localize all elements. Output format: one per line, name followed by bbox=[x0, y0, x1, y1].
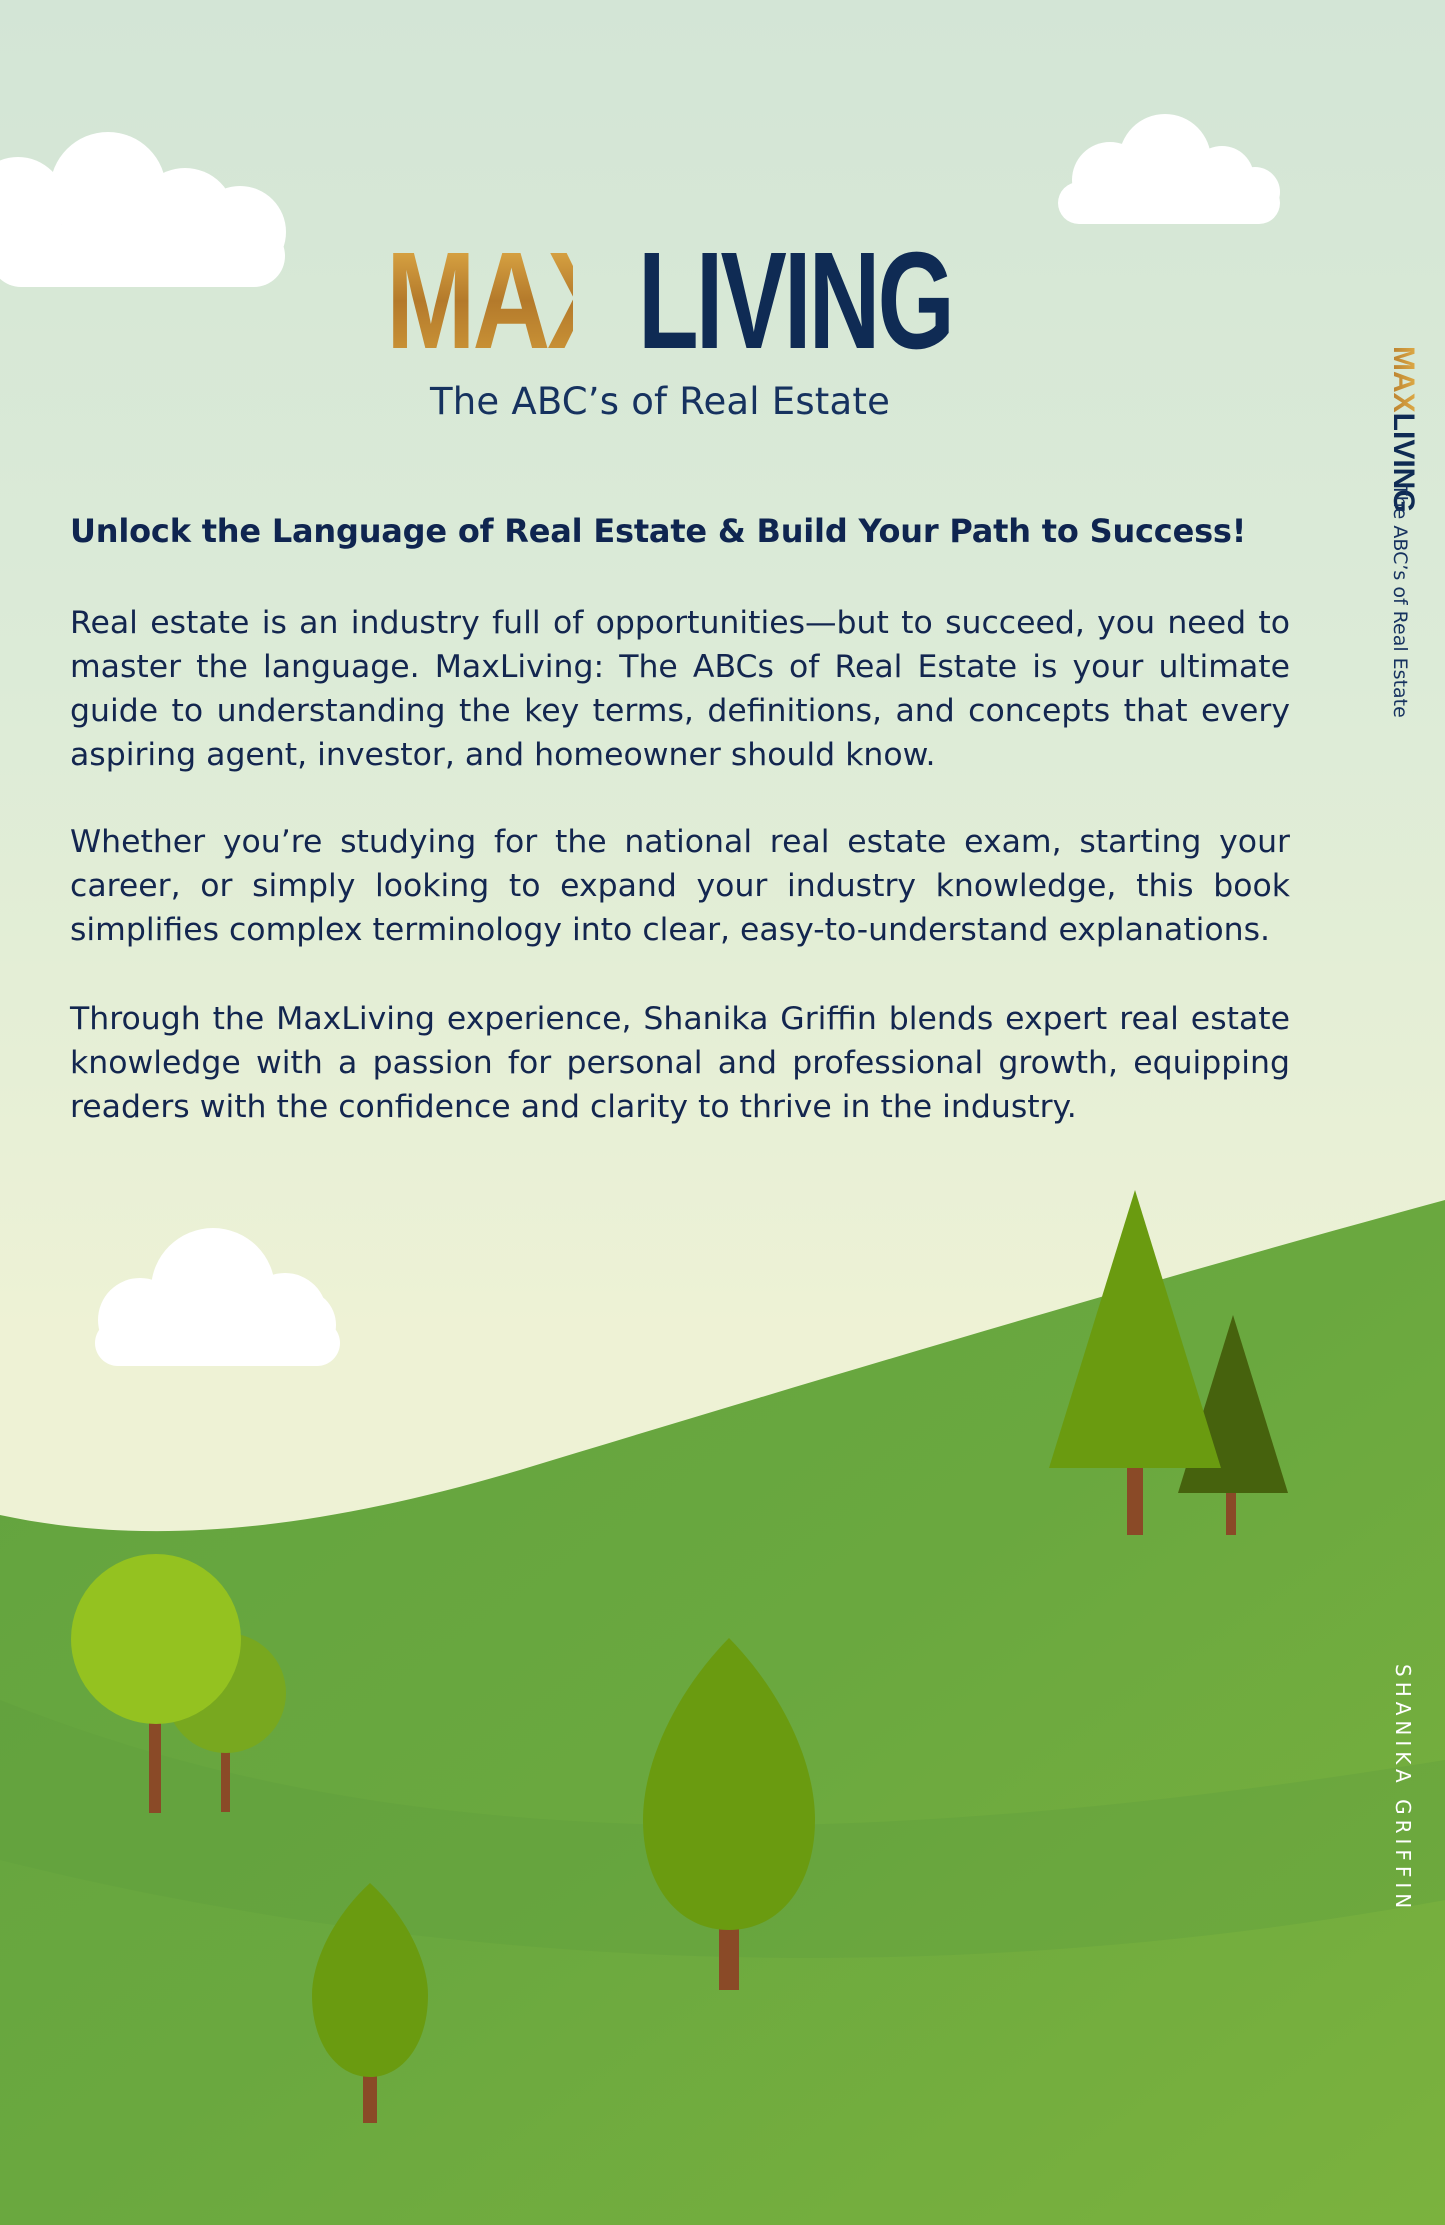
book-subtitle: The ABC’s of Real Estate bbox=[429, 380, 891, 423]
blurb-paragraph-3: Through the MaxLiving experience, Shanika Griffin blends expert real estate knowledge with a passion for personal and professional growth, equipping readers with the confidence and clarity to thrive in the industry. bbox=[70, 1001, 1290, 1125]
blurb-paragraph-1: Real estate is an industry full of opportunities—but to succeed, you need to master the language. MaxLiving: The ABCs of Real Estate is your ultimate guide to understanding the key terms, definitions, and concepts that every aspiring agent, investor, and homeowner should know. bbox=[70, 605, 1290, 773]
spine-logo-living: LIVING bbox=[1387, 412, 1420, 513]
spine-author: SHANIKA GRIFFIN bbox=[1391, 1664, 1415, 1914]
cloud-top-right bbox=[1058, 114, 1280, 224]
logo-living-word: LIVING bbox=[638, 224, 952, 378]
blurb-paragraph-2: Whether you’re studying for the national real estate exam, starting your career, or simply looking to expand your industry knowledge, this book simplifies complex terminology into clear, easy-to-understand explanations. bbox=[70, 824, 1290, 948]
spine-logo-max: MAX bbox=[1387, 346, 1420, 413]
cloud-top-left bbox=[0, 132, 286, 287]
logo-max-word: MAX bbox=[386, 224, 616, 378]
cloud-middle-left bbox=[95, 1228, 340, 1366]
spine-subtitle: The ABC’s of Real Estate bbox=[1389, 484, 1411, 718]
maxliving-logo bbox=[386, 220, 976, 378]
blurb-headline: Unlock the Language of Real Estate & Build Your Path to Success! bbox=[70, 512, 1247, 550]
